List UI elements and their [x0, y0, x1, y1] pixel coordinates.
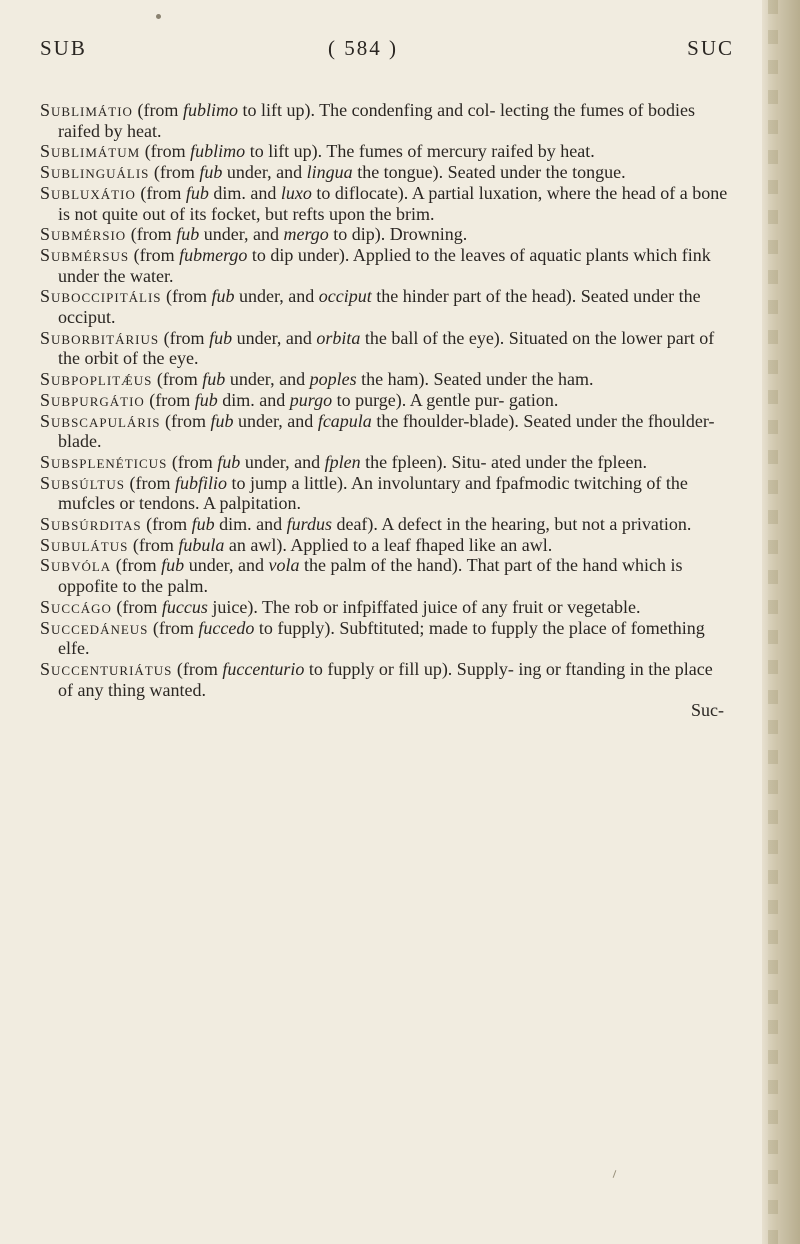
- entry-latin: occiput: [318, 286, 372, 307]
- entry-text: (from: [111, 555, 162, 576]
- entry-latin: fub: [161, 555, 185, 576]
- entry-text: juice). The rob or infpiffated juice of any fruit or vegetable.: [207, 596, 641, 617]
- entry: [40, 224, 730, 245]
- entry: [40, 369, 730, 390]
- entry-text: (from: [111, 596, 162, 617]
- header-left: SUB: [40, 36, 87, 60]
- headword: Sublimátio: [40, 100, 133, 120]
- entry-text: (from: [160, 410, 211, 431]
- entry: [40, 183, 730, 224]
- entry-text: under, and: [184, 555, 269, 576]
- entry-text: (from: [126, 224, 177, 245]
- entry: [40, 473, 730, 514]
- headword: Suboccipitális: [40, 286, 162, 307]
- headword: Subscapuláris: [40, 410, 161, 431]
- headword: Submérsio: [40, 224, 127, 245]
- entry: [40, 100, 730, 141]
- headword: Subsplenéticus: [40, 451, 168, 472]
- entry-latin: fub: [209, 327, 233, 348]
- entry-latin: vola: [268, 555, 300, 576]
- entry-text: to lift up). The fumes of mercury raifed by heat.: [245, 141, 595, 162]
- entry-text: an awl). Applied to a leaf fhaped like an awl.: [224, 534, 553, 555]
- entry-latin: fub: [210, 410, 234, 431]
- headword: Sublimátum: [40, 141, 141, 162]
- entry-text: under, and: [225, 369, 310, 390]
- page-edge-shadow: [762, 0, 800, 1244]
- entry: [40, 411, 730, 452]
- entry-latin: luxo: [280, 182, 312, 203]
- entry-text: (from: [148, 617, 199, 638]
- entry-text: (from: [141, 514, 192, 535]
- entry-latin: fuccus: [161, 596, 208, 617]
- headword: Sublinguális: [40, 162, 150, 183]
- entry-text: deaf). A defect in the hearing, but not a privation.: [331, 514, 692, 535]
- entry-text: (from: [132, 100, 183, 120]
- entry-text: the fpleen). Situ- ated under the fpleen.: [360, 451, 647, 472]
- entry-latin: purgo: [289, 389, 333, 410]
- entry-text: (from: [140, 141, 191, 162]
- entry-text: under, and: [232, 327, 317, 348]
- headword: Suborbitárius: [40, 327, 160, 348]
- entry: [40, 328, 730, 369]
- entry-text: to jump a little). An involuntary and fpafmodic twitching of the mufcles or tendons. A palpitation.: [58, 472, 688, 514]
- entry-text: (from: [144, 389, 195, 410]
- headword: Succedáneus: [40, 617, 149, 638]
- entry-latin: fub: [176, 224, 200, 245]
- entry: [40, 555, 730, 596]
- entry-text: to fupply or fill up). Supply- ing or ftanding in the place of any thing wanted.: [58, 658, 713, 700]
- entry-latin: furdus: [286, 514, 332, 535]
- entry-text: to lift up). The condenfing and col- lecting the fumes of bodies raifed by heat.: [58, 100, 696, 141]
- entry-text: to dip under). Applied to the leaves of aquatic plants which fink under the water.: [58, 244, 711, 286]
- entry-latin: fub: [199, 162, 223, 183]
- entry-text: to diflocate). A partial luxation, where the head of a bone is not quite out of its focket, but refts upon the brim.: [58, 182, 728, 224]
- catchword: Suc-: [691, 700, 724, 721]
- entry-latin: fubfilio: [174, 472, 227, 493]
- entry-text: (from: [152, 369, 203, 390]
- entry-text: the tongue). Seated under the tongue.: [352, 162, 626, 183]
- entry: [40, 535, 730, 556]
- entry-text: under, and: [233, 410, 318, 431]
- entry-text: the ham). Seated under the ham.: [356, 369, 594, 390]
- entry-latin: lingua: [306, 162, 353, 183]
- entry-text: under, and: [240, 451, 325, 472]
- headword: Subulátus: [40, 534, 129, 555]
- entry-latin: fub: [191, 514, 215, 535]
- entry-text: (from: [167, 451, 218, 472]
- entry-text: (from: [149, 162, 200, 183]
- entry-text: (from: [159, 327, 210, 348]
- stray-mark: [613, 1170, 617, 1178]
- entry-text: the hinder part of the head). Seated under the occiput.: [58, 286, 701, 328]
- entry-text: (from: [161, 286, 212, 307]
- entry: [40, 452, 730, 473]
- entry-latin: fub: [185, 182, 209, 203]
- entry: [40, 245, 730, 286]
- entry-latin: fublimo: [190, 141, 246, 162]
- entry-text: dim. and: [208, 182, 281, 203]
- headword: Subluxátio: [40, 182, 136, 203]
- entry-text: (from: [172, 658, 223, 679]
- entry: [40, 659, 730, 700]
- running-header: [40, 36, 734, 66]
- entry-text: to fupply). Subftituted; made to fupply the place of fomething elfe.: [58, 617, 705, 659]
- headword: Subpurgátio: [40, 389, 145, 410]
- dictionary-entries: [40, 100, 730, 721]
- entry: [40, 597, 730, 618]
- entry: [40, 162, 730, 183]
- entry-latin: fuccenturio: [222, 658, 305, 679]
- entry-latin: fublimo: [182, 100, 238, 120]
- entry-latin: fubmergo: [179, 244, 248, 265]
- entry: [40, 286, 730, 327]
- entry-latin: fcapula: [317, 410, 372, 431]
- entry-text: (from: [128, 534, 179, 555]
- entry-latin: orbita: [316, 327, 361, 348]
- entry: [40, 514, 730, 535]
- entry: [40, 390, 730, 411]
- headword: Submérsus: [40, 244, 130, 265]
- entry: [40, 141, 730, 162]
- entry-latin: fub: [202, 369, 226, 390]
- entry-text: to dip). Drowning.: [328, 224, 468, 245]
- entry-text: dim. and: [214, 514, 287, 535]
- entry-latin: fub: [211, 286, 235, 307]
- entry-text: (from: [135, 182, 186, 203]
- entry-text: (from: [125, 472, 175, 493]
- entry-latin: fub: [194, 389, 218, 410]
- entry-text: the ball of the eye). Situated on the lower part of the orbit of the eye.: [58, 327, 715, 369]
- entry-latin: fubula: [178, 534, 225, 555]
- headword: Subsúrditas: [40, 514, 142, 535]
- entry-text: the palm of the hand). That part of the hand which is oppofite to the palm.: [58, 555, 683, 597]
- headword: Succenturiátus: [40, 658, 173, 679]
- entry-text: (from: [129, 244, 180, 265]
- entry-text: the fhoulder-blade). Seated under the fhoulder-blade.: [58, 410, 715, 452]
- entry-text: under, and: [222, 162, 307, 183]
- header-right: SUC: [687, 36, 734, 60]
- entry-text: under, and: [199, 224, 284, 245]
- headword: Succágo: [40, 596, 112, 617]
- entry: [40, 618, 730, 659]
- headword: Subvóla: [40, 555, 112, 576]
- page-number: ( 584 ): [328, 36, 398, 60]
- entry-latin: fuccedo: [198, 617, 255, 638]
- entry-latin: fplen: [324, 451, 361, 472]
- entry-text: dim. and: [217, 389, 290, 410]
- ink-spot: [156, 14, 161, 19]
- entry-latin: mergo: [283, 224, 329, 245]
- entry-latin: fub: [217, 451, 241, 472]
- headword: Subpoplitǽus: [40, 369, 153, 390]
- entry-text: under, and: [234, 286, 319, 307]
- headword: Subsúltus: [40, 472, 125, 493]
- entry-text: to purge). A gentle pur- gation.: [332, 389, 559, 410]
- entry-latin: poples: [309, 369, 357, 390]
